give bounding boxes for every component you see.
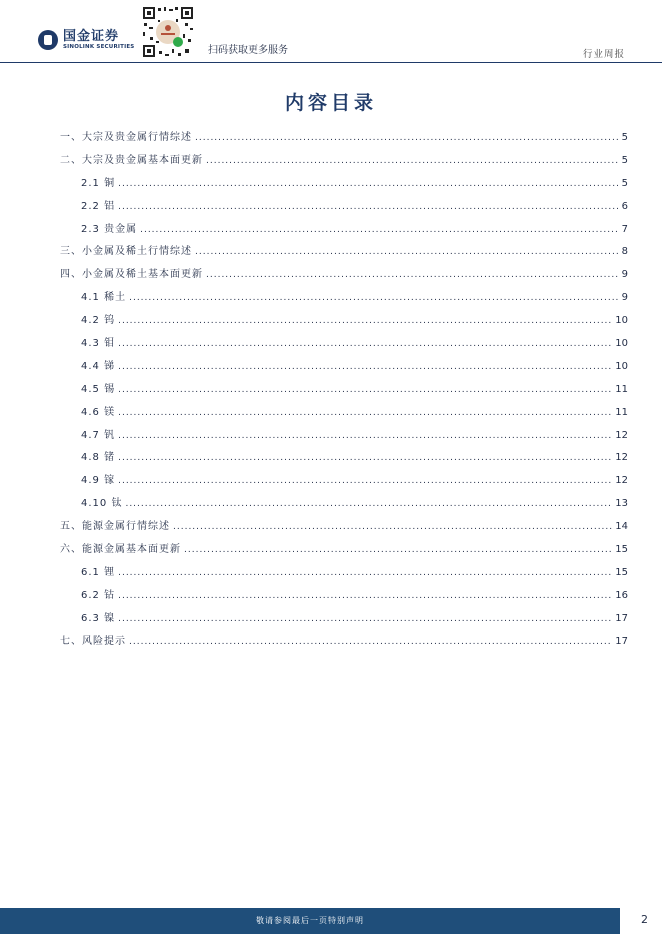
toc-subsection-entry[interactable] (60, 288, 628, 311)
toc-subsection-entry[interactable] (60, 220, 628, 243)
toc-entry-page-number: 15 (615, 566, 628, 578)
logo-mark-icon (38, 30, 58, 50)
toc-section-entry[interactable] (60, 632, 628, 655)
toc-entry-label: 三、小金属及稀土行情综述 (60, 246, 192, 258)
toc-entry-label: 6.1 锂 (81, 566, 116, 578)
toc-dot-leader (129, 637, 612, 647)
toc-entry-page-number: 6 (621, 200, 628, 212)
toc-entry-page-number: 17 (615, 635, 628, 647)
toc-subsection-entry[interactable] (60, 563, 628, 586)
toc-dot-leader (118, 431, 612, 441)
toc-entry-page-number: 15 (615, 544, 628, 556)
toc-entry-label: 2.2 铝 (81, 200, 116, 212)
toc-dot-leader (206, 156, 619, 166)
page-header (0, 0, 662, 63)
report-type-label: 行业周报 (582, 49, 625, 60)
toc-subsection-entry[interactable] (60, 357, 628, 380)
toc-section-entry[interactable] (60, 128, 628, 151)
toc-entry-label: 6.3 镍 (81, 612, 116, 624)
toc-subsection-entry[interactable] (60, 448, 628, 471)
toc-entry-page-number: 11 (615, 383, 628, 395)
toc-entry-page-number: 7 (621, 223, 628, 235)
toc-dot-leader (118, 591, 612, 601)
header-divider (0, 62, 662, 63)
toc-dot-leader (173, 522, 612, 532)
toc-entry-label: 4.1 稀土 (81, 292, 127, 304)
page-number: 2 (641, 913, 648, 926)
toc-section-entry[interactable] (60, 517, 628, 540)
toc-dot-leader (118, 202, 619, 212)
toc-subsection-entry[interactable] (60, 311, 628, 334)
toc-dot-leader (118, 339, 612, 349)
toc-entry-page-number: 9 (621, 292, 628, 304)
footer-disclaimer: 敬请参阅最后一页特别声明 (256, 916, 364, 925)
toc-dot-leader (195, 247, 619, 257)
toc-entry-page-number: 10 (615, 338, 628, 350)
qr-code-icon[interactable] (141, 5, 195, 59)
toc-dot-leader (118, 362, 612, 372)
toc-section-entry[interactable] (60, 151, 628, 174)
toc-dot-leader (118, 408, 612, 418)
toc-subsection-entry[interactable] (60, 197, 628, 220)
toc-entry-label: 四、小金属及稀土基本面更新 (60, 269, 203, 281)
toc-dot-leader (118, 453, 612, 463)
toc-entry-label: 一、大宗及贵金属行情综述 (60, 132, 192, 143)
toc-dot-leader (118, 614, 612, 624)
toc-entry-label: 2.1 铜 (81, 177, 116, 189)
toc-subsection-entry[interactable] (60, 426, 628, 449)
toc-section-entry[interactable] (60, 540, 628, 563)
toc-entry-page-number: 14 (615, 521, 628, 533)
toc-entry-label: 4.5 锡 (81, 383, 116, 395)
toc-dot-leader (140, 225, 619, 235)
toc-entry-page-number: 17 (615, 612, 628, 624)
toc-subsection-entry[interactable] (60, 334, 628, 357)
toc-entry-page-number: 11 (615, 406, 628, 418)
toc-dot-leader (129, 293, 619, 303)
logo-chinese-name: 国金证券 (63, 28, 120, 44)
toc-dot-leader (118, 179, 619, 189)
toc-entry-page-number: 12 (615, 475, 628, 487)
toc-dot-leader (118, 476, 612, 486)
toc-entry-page-number: 12 (615, 429, 628, 441)
toc-entry-page-number: 16 (615, 589, 628, 601)
toc-subsection-entry[interactable] (60, 471, 628, 494)
toc-entry-label: 4.4 锑 (81, 360, 116, 372)
toc-entry-label: 4.3 钼 (81, 338, 116, 350)
toc-section-entry[interactable] (60, 265, 628, 288)
toc-dot-leader (118, 316, 612, 326)
toc-entry-label: 4.6 镁 (81, 406, 116, 418)
toc-entry-label: 4.10 钛 (81, 498, 123, 510)
toc-dot-leader (195, 133, 619, 143)
toc-entry-label: 2.3 贵金属 (81, 223, 138, 235)
toc-entry-label: 6.2 钴 (81, 589, 116, 601)
toc-entry-label: 4.2 钨 (81, 315, 116, 327)
toc-entry-label: 4.9 镓 (81, 475, 116, 487)
toc-dot-leader (118, 385, 612, 395)
toc-subsection-entry[interactable] (60, 380, 628, 403)
scan-for-services-text: 扫码获取更多服务 (208, 45, 288, 56)
toc-entry-label: 六、能源金属基本面更新 (60, 544, 181, 556)
toc-subsection-entry[interactable] (60, 609, 628, 632)
toc-section-entry[interactable] (60, 242, 628, 265)
toc-dot-leader (184, 545, 612, 555)
toc-entry-page-number: 13 (615, 498, 628, 510)
table-of-contents (60, 128, 628, 654)
toc-dot-leader (125, 499, 612, 509)
toc-title: 内容目录 (284, 92, 377, 114)
toc-subsection-entry[interactable] (60, 586, 628, 609)
toc-dot-leader (118, 568, 612, 578)
toc-dot-leader (206, 270, 619, 280)
toc-entry-label: 二、大宗及贵金属基本面更新 (60, 154, 203, 166)
toc-entry-label: 4.8 锗 (81, 452, 116, 464)
toc-entry-label: 五、能源金属行情综述 (60, 521, 170, 533)
toc-subsection-entry[interactable] (60, 174, 628, 197)
toc-entry-page-number: 5 (621, 154, 628, 166)
toc-entry-label: 七、风险提示 (60, 635, 126, 647)
logo-english-name: SINOLINK SECURITIES (63, 43, 135, 50)
toc-subsection-entry[interactable] (60, 403, 628, 426)
toc-subsection-entry[interactable] (60, 494, 628, 517)
toc-entry-page-number: 12 (615, 452, 628, 464)
toc-entry-page-number: 9 (621, 269, 628, 281)
toc-entry-page-number: 10 (615, 360, 628, 372)
toc-entry-page-number: 10 (615, 315, 628, 327)
toc-entry-label: 4.7 钒 (81, 429, 116, 441)
toc-entry-page-number: 5 (621, 132, 628, 143)
company-logo (38, 27, 134, 53)
toc-entry-page-number: 8 (621, 246, 628, 258)
toc-entry-page-number: 5 (621, 177, 628, 189)
